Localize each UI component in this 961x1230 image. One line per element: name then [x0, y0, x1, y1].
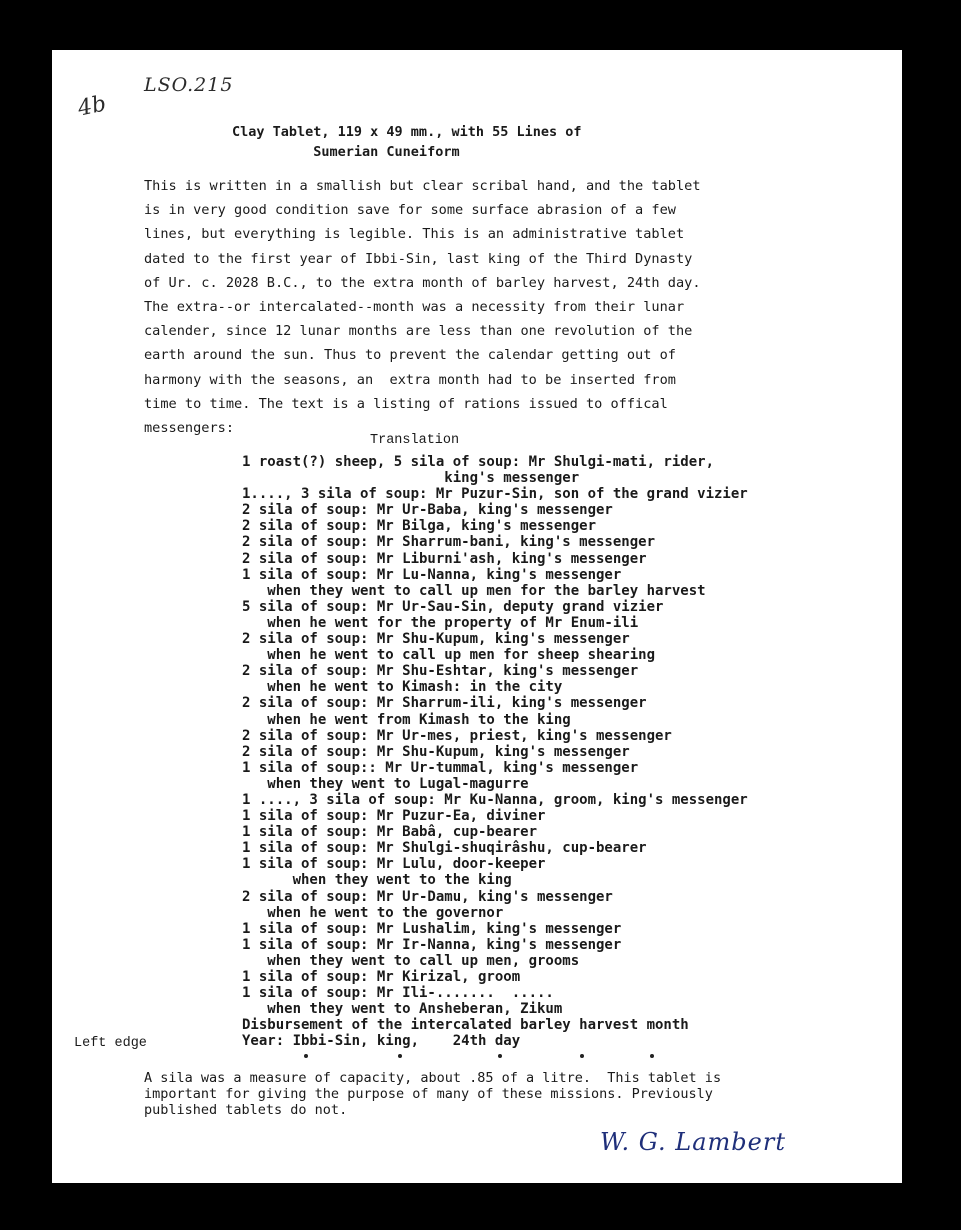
- translation-line: when they went to call up men, grooms: [242, 952, 580, 969]
- handwritten-margin-note: 4b: [75, 91, 109, 122]
- translation-line: when he went to call up men for sheep shearing: [242, 647, 656, 664]
- footer-note: [144, 1070, 721, 1118]
- translation-line: when they went to Ansheberan, Zikum: [242, 1001, 563, 1018]
- translation-line: 2 sila of soup: Mr Bilga, king's messenger: [242, 518, 597, 535]
- translation-line: 1 sila of soup: Mr Ili-....... .....: [242, 985, 554, 1002]
- intro-line: harmony with the seasons, an extra month had to be inserted from: [144, 371, 676, 388]
- translation-line: 1 sila of soup: Mr Ir-Nanna, king's messenger: [242, 936, 622, 953]
- ink-dot: [580, 1054, 584, 1058]
- translation-line: when he went for the property of Mr Enum-ili: [242, 614, 639, 631]
- translation-line: when he went to Kimash: in the city: [242, 679, 563, 696]
- footer-line: important for giving the purpose of many of these missions. Previously: [144, 1086, 713, 1102]
- translation-line: 1 sila of soup: Mr Lushalim, king's messenger: [242, 920, 622, 937]
- translation-line: 5 sila of soup: Mr Ur-Sau-Sin, deputy grand vizier: [242, 598, 664, 615]
- translation-line: 1 sila of soup: Mr Kirizal, groom: [242, 969, 521, 985]
- translation-line: 1 ...., 3 sila of soup: Mr Ku-Nanna, groom, king's messenger: [242, 791, 748, 808]
- intro-line: dated to the first year of Ibbi-Sin, last king of the Third Dynasty: [144, 250, 693, 267]
- ink-dot: [650, 1054, 654, 1058]
- intro-line: is in very good condition save for some surface abrasion of a few: [144, 202, 676, 219]
- ink-dot: [498, 1054, 502, 1058]
- footer-line: published tablets do not.: [144, 1102, 348, 1118]
- intro-line: earth around the sun. Thus to prevent the calendar getting out of: [144, 347, 676, 364]
- title-line-1: Clay Tablet, 119 x 49 mm., with 55 Lines of: [232, 124, 582, 140]
- translation-line: when they went to the king: [242, 872, 512, 889]
- translation-line: 2 sila of soup: Mr Sharrum-ili, king's messenger: [242, 695, 647, 712]
- signature: W. G. Lambert: [600, 1128, 786, 1156]
- intro-paragraph: [144, 174, 701, 440]
- left-edge-label: Left edge: [74, 1036, 147, 1051]
- footer-line: A sila was a measure of capacity, about .85 of a litre. This tablet is: [144, 1070, 722, 1086]
- translation-line: 2 sila of soup: Mr Ur-Baba, king's messenger: [242, 502, 613, 519]
- translation-line: 1 sila of soup: Mr Shulgi-shuqirâshu, cup-bearer: [242, 840, 647, 857]
- translation-line: 1 sila of soup: Mr Babâ, cup-bearer: [242, 824, 538, 841]
- translation-line: when they went to Lugal-magurre: [242, 775, 529, 792]
- intro-line: This is written in a smallish but clear scribal hand, and the tablet: [144, 178, 701, 194]
- translation-line: 1 sila of soup: Mr Lu-Nanna, king's messenger: [242, 566, 622, 583]
- translation-line: when he went from Kimash to the king: [242, 711, 571, 728]
- translation-line: Disbursement of the intercalated barley harvest month: [242, 1017, 689, 1034]
- intro-line: messengers:: [144, 420, 235, 437]
- translation-line: 2 sila of soup: Mr Ur-Damu, king's messenger: [242, 888, 613, 905]
- ink-dot: [304, 1054, 308, 1058]
- title-line-2: Sumerian Cuneiform: [232, 144, 460, 160]
- intro-line: time to time. The text is a listing of rations issued to offical: [144, 395, 668, 412]
- translation-heading: Translation: [370, 433, 460, 448]
- translation-line: 1 sila of soup: Mr Lulu, door-keeper: [242, 856, 546, 873]
- document-title: [232, 122, 582, 162]
- translation-line: 2 sila of soup: Mr Shu-Eshtar, king's messenger: [242, 663, 639, 680]
- translation-line: 1 sila of soup: Mr Puzur-Ea, diviner: [242, 808, 546, 825]
- handwritten-catalog-code: LSO.215: [144, 74, 234, 96]
- intro-line: The extra--or intercalated--month was a necessity from their lunar: [144, 299, 685, 316]
- translation-line: 2 sila of soup: Mr Ur-mes, priest, king's messenger: [242, 727, 672, 744]
- translation-line: when he went to the governor: [242, 904, 504, 921]
- translation-line: 1 sila of soup:: Mr Ur-tummal, king's messenger: [242, 759, 639, 776]
- translation-line: 2 sila of soup: Mr Sharrum-bani, king's messenger: [242, 534, 656, 551]
- intro-line: lines, but everything is legible. This is an administrative tablet: [144, 226, 685, 243]
- translation-list: [242, 454, 748, 1049]
- translation-line: 2 sila of soup: Mr Liburni'ash, king's messenger: [242, 550, 647, 567]
- translation-line: when they went to call up men for the barley harvest: [242, 582, 706, 599]
- intro-line: of Ur. c. 2028 B.C., to the extra month of barley harvest, 24th day.: [144, 274, 701, 291]
- translation-line: 2 sila of soup: Mr Shu-Kupum, king's messenger: [242, 743, 630, 760]
- translation-line: 1...., 3 sila of soup: Mr Puzur-Sin, son of the grand vizier: [242, 486, 748, 503]
- typewritten-document: [52, 50, 902, 1183]
- intro-line: calender, since 12 lunar months are less than one revolution of the: [144, 323, 693, 340]
- translation-line: king's messenger: [242, 470, 580, 487]
- translation-line: 2 sila of soup: Mr Shu-Kupum, king's messenger: [242, 631, 630, 648]
- ink-dot: [398, 1054, 402, 1058]
- translation-line: Year: Ibbi-Sin, king, 24th day: [242, 1033, 521, 1050]
- translation-line: 1 roast(?) sheep, 5 sila of soup: Mr Shulgi-mati, rider,: [242, 454, 715, 470]
